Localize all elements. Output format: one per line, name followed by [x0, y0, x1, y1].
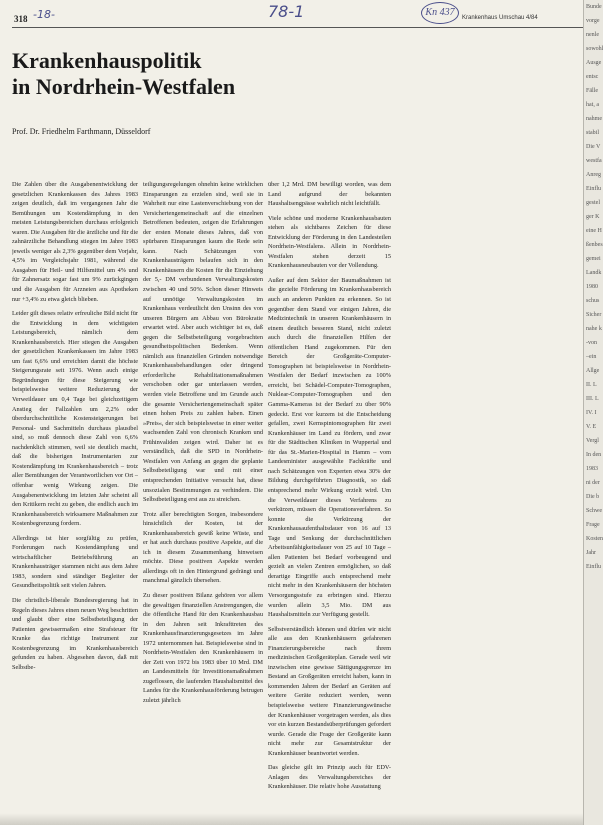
adjacent-fragment: Einflu [586, 564, 601, 570]
running-head: Krankenhaus Umschau 4/84 [462, 15, 538, 21]
adjacent-fragment: hat, a [586, 102, 599, 108]
paragraph: Leider gilt dieses relativ erfreuliche Bild nicht für die Entwicklung in dem wichtigsten Leistungsbereich, nämlich dem Krankenhausbereich. Hier stiegen die Ausgaben der gesetzlichen Krankenkassen im Jahre 1983 um fast 6,6% und erreichten damit die höchste Steigerungsrate seit 1976. Wenn auch einige Begründungen für diese Steigerung wie beispielsweise weitere Reduzierung der Verweildauer um 0,4 Tage bei gleichzeitigem Anstieg der Fallzahlen um 2,2% oder überdurchschnittliche Kostensteigerungen bei Personal- und Sachmitteln durchaus plausibel sind, so muß dennoch diese Zahl von 6,6% nachdenklich stimmen, weil sie deutlich macht, daß die bisherigen Instrumentarien zur Kostendämpfung im Krankenhausbereich – trotz aller Bemühungen der Verantwortlichen vor Ort – offenbar wenig Wirkung zeigen. Die Ausgabenentwicklung im letzten Jahr scheint all den Kritikern recht zu geben, die endlich auch im Krankenhausbereich wirksamere Maßnahmen zur Kostenbegrenzung fordern. [12, 310, 138, 528]
adjacent-page-strip [583, 0, 603, 825]
adjacent-fragment: nenle [586, 32, 599, 38]
paragraph: Die Zahlen über die Ausgabenentwicklung der gesetzlichen Krankenkassen des Jahres 1983 zeigen deutlich, daß im vergangenen Jahr die Bemühungen um Kostendämpfung in den meisten Leistungsbereichen durchaus erfolgreich waren. Die Ausgaben für die ärztliche und für die zahnärztliche Behandlung stiegen im Jahre 1983 jeweils weniger als 2,3% gegenüber dem Vorjahr, 4,5% im Vergleichsjahr 1981, während die Ausgaben für Heil- und Hilfsmittel um 4% und für Zahnersatz sogar fast um 9% zurückgingen und die Ausgaben für Arzneien aus Apotheken nur +3,4% zu etwa gleich blieben. [12, 181, 138, 303]
text-column-3 [268, 180, 391, 797]
adjacent-fragment: ni der [586, 480, 600, 486]
adjacent-fragment: stabil [586, 130, 599, 136]
paragraph: teiligungsregelungen ohnehin keine wirklichen Einsparungen zu erzielen sind, weil sie in Wahrheit nur eine Lastenverschiebung von der Versichertengemeinschaft auf die einzelnen Betroffenen bedeuten, zeigen die Erfahrungen der ersten Monate dieses Jahres, daß von spürbaren Einsparungen kaum die Rede sein kann. Nach Schätzungen von Krankenhausträgern belaufen sich in den Krankenhäusern die Kosten für die Einziehung der 5,- DM verbundenen Verwaltungskosten zwischen 40 und 50%. Schon dieser Hinweis auf unnötige Verwaltungskosten im Krankenhaus verdeutlicht den Unsinn des von unseren Bürgern am Abbau von Bürokratie erwartet wird. Aber auch wichtiger ist es, daß gegen die Selbstbeteiligung vorgebrachten gesundheitspolitischen Bedenken. Wenn nämlich aus finanziellen Gründen notwendige Krankenhausbehandlungen oder dringend erforderliche Rehabilitationsmaßnahmen verschoben oder gar unterlassen werden, werden viele Betroffene und im Grunde auch die gesamte Versichertengemeinschaft später einen hohen Preis zu zahlen haben. Einen »Preis«, der sich beispielsweise in einer weiter wachsenden Zahl von chronisch Kranken und Frühinvaliden zeigen wird. Daher ist es verständlich, daß die SPD in Nordrhein-Westfalen von Anfang an gegen die geplante Selbstbeteiligung war und mit einer entsprechenden Initiative versucht hat, diese unsozialen Bestimmungen zu verhindern. Die Selbstbeteiligung erst aus zu streichen. [143, 181, 263, 504]
adjacent-fragment: Einflu [586, 186, 601, 192]
adjacent-fragment: ßenbes [586, 242, 603, 248]
text-column-1 [12, 180, 138, 677]
adjacent-fragment: Bunde [586, 4, 602, 10]
adjacent-fragment: ger K [586, 214, 600, 220]
paragraph: Zu dieser positiven Bilanz gehören vor allem die gewaltigen finanziellen Anstrengungen, die die öffentliche Hand für den Krankenhausbau in den Jahren seit Inkrafttreten des Krankenhausfinanzierungsgesetzes im Jahre 1972 unternommen hat. Beispielsweise sind in Nordrhein-Westfalen den Krankenhäusern in der Zeit von 1972 bis 1983 über 10 Mrd. DM an Landesmitteln für Investitionsmaßnahmen zugeflossen, die laufenden Haushaltsmittel des Landes für die Krankenhausförderung betrugen zuletzt jährlich [143, 591, 263, 704]
article-title [12, 48, 392, 100]
adjacent-fragment: westfa [586, 158, 602, 164]
adjacent-fragment: Vergl [586, 438, 599, 444]
adjacent-fragment: 1983 [586, 466, 598, 472]
adjacent-fragment: Landk [586, 270, 602, 276]
paragraph: Viele schöne und moderne Krankenhausbauten stehen als sichtbares Zeichen für diese Entwicklung der Förderung in den Landesteilen Nordrhein-Westfalens. Allein in Nordrhein-Westfalen stehen derzeit 15 Krankenhausneubauten vor der Vollendung. [268, 214, 391, 270]
adjacent-fragment: V. E [586, 424, 597, 430]
text-column-2 [143, 180, 263, 711]
title-line-2: in Nordrhein-Westfalen [12, 74, 236, 99]
adjacent-fragment: II. L [586, 382, 597, 388]
article-author: Prof. Dr. Friedhelm Farthmann, Düsseldorf [12, 127, 151, 136]
adjacent-fragment: nahe k [586, 326, 602, 332]
adjacent-fragment: In den [586, 452, 602, 458]
paragraph: über 1,2 Mrd. DM bewilligt worden, was dem Land aufgrund der bekannten Haushaltsengpässe wahrlich nicht leichtfällt. [268, 181, 391, 208]
adjacent-fragment: Anreg [586, 172, 601, 178]
adjacent-fragment: nahme [586, 116, 602, 122]
page-number: 318 [14, 14, 28, 24]
paragraph: Selbstverständlich können und dürfen wir nicht alle aus den Krankenhäusern gefahrenen Finanzierungsbereiche nach ihrem medizinischen Großgeräteplan. Gerade weil wir inzwischen eine gewisse Sättigungsgrenze im Bestand an Großgeräten erreicht haben, kann in kommenden Jahren der Bedarf an Geräten auf weitere Geräte reduziert werden, wenn beispielsweise weitere Finanzierungswünsche der Krankenhäuser vorgetragen werden, als dies vor ein kurzen Bestandsüberprüfungen gefordert wurde. Gerade die Frage der Großgeräte kann nicht mehr zur Gesamtstruktur der Krankenhäuser beantwortet werden. [268, 625, 391, 757]
archive-stamp: Kn 437 [421, 2, 459, 24]
adjacent-fragment: vorge [586, 18, 600, 24]
adjacent-fragment: Frage [586, 522, 600, 528]
title-line-1: Krankenhauspolitik [12, 48, 202, 73]
paragraph: Die christlich-liberale Bundesregierung hat in Regeln dieses Jahres einen neuen Weg beschritten und glaubt über eine Selbstbeteiligung der Patienten gewissermaßen eine Strafsteuer für Kranke das richtige Instrument zur Kostenbegrenzung im Krankenhausbereich gefunden zu haben. Abgesehen davon, daß mit Selbstbe- [12, 596, 138, 671]
paragraph: Das gleiche gilt im Prinzip auch für EDV-Anlagen des Verwaltungsbereiches der Krankenhäuser. Die relativ hohe Ausstattung [268, 764, 391, 791]
adjacent-fragment: sowohl [586, 46, 603, 52]
adjacent-fragment: Kosten [586, 536, 603, 542]
handwritten-note-center: 78-1 [268, 2, 305, 21]
adjacent-fragment: Schwe [586, 508, 602, 514]
adjacent-fragment: -von [586, 340, 597, 346]
paragraph: Trotz aller berechtigten Sorgen, insbesondere hinsichtlich der Kosten, ist der Krankenhausbereich gewiß keine Wüste, und er hat auch durchaus positive Aspekte, auf die ich in diesem Zusammenhang hinweisen möchte. Diese positiven Aspekte werden allerdings oft in den Hintergrund gedrängt und manchmal gänzlich übersehen. [143, 510, 263, 585]
adjacent-fragment: gemei [586, 256, 601, 262]
adjacent-fragment: IV. I [586, 410, 597, 416]
adjacent-fragment: Die b [586, 494, 600, 500]
header-rule [12, 27, 583, 28]
adjacent-fragment: Allge [586, 368, 600, 374]
adjacent-fragment: gestel [586, 200, 600, 206]
adjacent-fragment: Sicher [586, 312, 602, 318]
adjacent-fragment: entsc [586, 74, 599, 80]
adjacent-fragment: Jahr [586, 550, 596, 556]
adjacent-fragment: 1980 [586, 284, 598, 290]
page-shadow [0, 813, 583, 825]
handwritten-note-left: -18- [33, 8, 55, 21]
adjacent-fragment: Die V [586, 144, 601, 150]
adjacent-fragment: schus [586, 298, 600, 304]
paragraph: Außer auf dem Sektor der Baumaßnahmen ist die gezielte Förderung im Krankenhausbereich auch an anderen Punkten zu erkennen. So ist gegenüber dem Stand vor einigen Jahren, die Medizintechnik in unseren Krankenhäusern in einem deutlich besseren Stand, nicht zuletzt auch durch die finanziellen Hilfen der öffentlichen Hand zugekommen. Für den Bereich der Großgeräte-Computer-Tomographen ist beispielsweise in Nordrhein-Westfalen der Bedarf inzwischen zu 100% erreicht, bei Schädel-Computer-Tomographen, Nuklear-Computer-Tomographen und den Gamma-Kameras ist der Bedarf zu über 90% gedeckt. Erst vor kurzem ist die Entscheidung gefallen, zwei Kernspintomographen für zwei Krankenhäuser im Land zu fördern, und zwar für die Städtischen Kliniken in Wuppertal und für das St.-Marien-Hospital in Hamm – vom Landesminister ausgewählte Fachkräfte und nach Schätzungen von Experten etwa 30% der Bildung durchgeführten Diagnostik, so daß entsprechend mehr Wirkung erzielt wird. Um die Verweildauer dieses Verfahrens zu verkürzen, müssen die Operationsverfahren. So konnte die Verkürzung der Krankenhausaufenthaltsdauer von 16 auf 13 Tage und Senkung der durchschnittlichen Arbeitsunfähigkeitsdauer von 25 auf 10 Tage – allen Patienten bei Bedarf vorbeugend und gezielt an vielen Zentren ermöglichen, so daß derartige Eingriffe auch entsprechend mehr nicht mehr in den Krankenhäusern der höchsten Versorgungsstufe zu erbringen sind. Hierzu wurden allein 3,5 Mio. DM aus Haushaltsmitteln zur Verfügung gestellt. [268, 276, 391, 619]
adjacent-fragment: Fälle [586, 88, 598, 94]
adjacent-fragment: III. L [586, 396, 599, 402]
paragraph: Allerdings ist hier sorgfältig zu prüfen, Forderungen nach Kostendämpfung und wirtschaftlicher Betriebsführung an Krankenhausträger stammen nicht aus dem Jahre 1983, sondern sind ständiger Begleiter der Gesundheitspolitik seit vielen Jahren. [12, 534, 138, 590]
adjacent-fragment: eine H [586, 228, 602, 234]
adjacent-fragment: Ausge [586, 60, 602, 66]
adjacent-fragment: –ein [586, 354, 597, 360]
